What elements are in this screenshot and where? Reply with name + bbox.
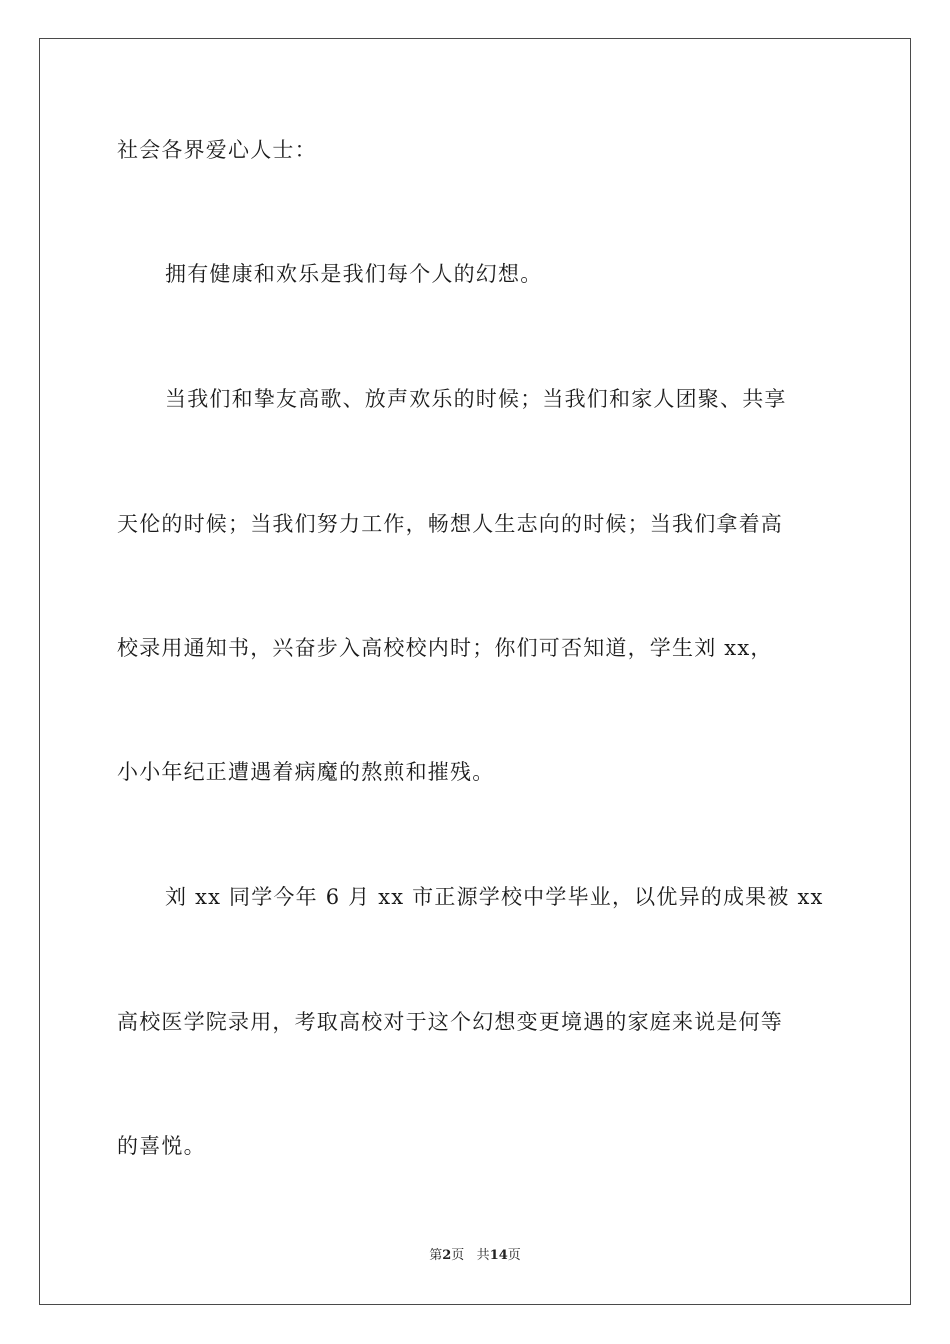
paragraph-3-line-1: 刘 xx 同学今年 6 月 xx 市正源学校中学毕业，以优异的成果被 xx bbox=[165, 885, 824, 909]
page-border bbox=[39, 38, 911, 1305]
footer-total-pages: 14 bbox=[489, 1248, 508, 1263]
footer-page-suffix: 页 bbox=[451, 1248, 465, 1263]
footer-page-number: 2 bbox=[442, 1248, 452, 1263]
paragraph-1-line-1: 拥有健康和欢乐是我们每个人的幻想。 bbox=[165, 262, 543, 286]
paragraph-2-line-1: 当我们和挚友高歌、放声欢乐的时候；当我们和家人团聚、共享 bbox=[165, 387, 787, 411]
page-footer bbox=[0, 1247, 950, 1265]
footer-total-suffix: 页 bbox=[507, 1248, 521, 1263]
footer-page-prefix: 第 bbox=[429, 1248, 443, 1263]
paragraph-3-line-2: 高校医学院录用，考取高校对于这个幻想变更境遇的家庭来说是何等 bbox=[117, 1010, 783, 1034]
paragraph-2-line-3: 校录用通知书，兴奋步入高校校内时；你们可否知道，学生刘 xx， bbox=[117, 636, 773, 660]
paragraph-2-line-4: 小小年纪正遭遇着病魔的熬煎和摧残。 bbox=[117, 760, 495, 784]
paragraph-2-line-2: 天伦的时候；当我们努力工作，畅想人生志向的时候；当我们拿着高 bbox=[117, 512, 783, 536]
footer-total-prefix: 共 bbox=[476, 1248, 490, 1263]
salutation: 社会各界爱心人士： bbox=[117, 138, 317, 162]
paragraph-3-line-3: 的喜悦。 bbox=[117, 1134, 206, 1158]
